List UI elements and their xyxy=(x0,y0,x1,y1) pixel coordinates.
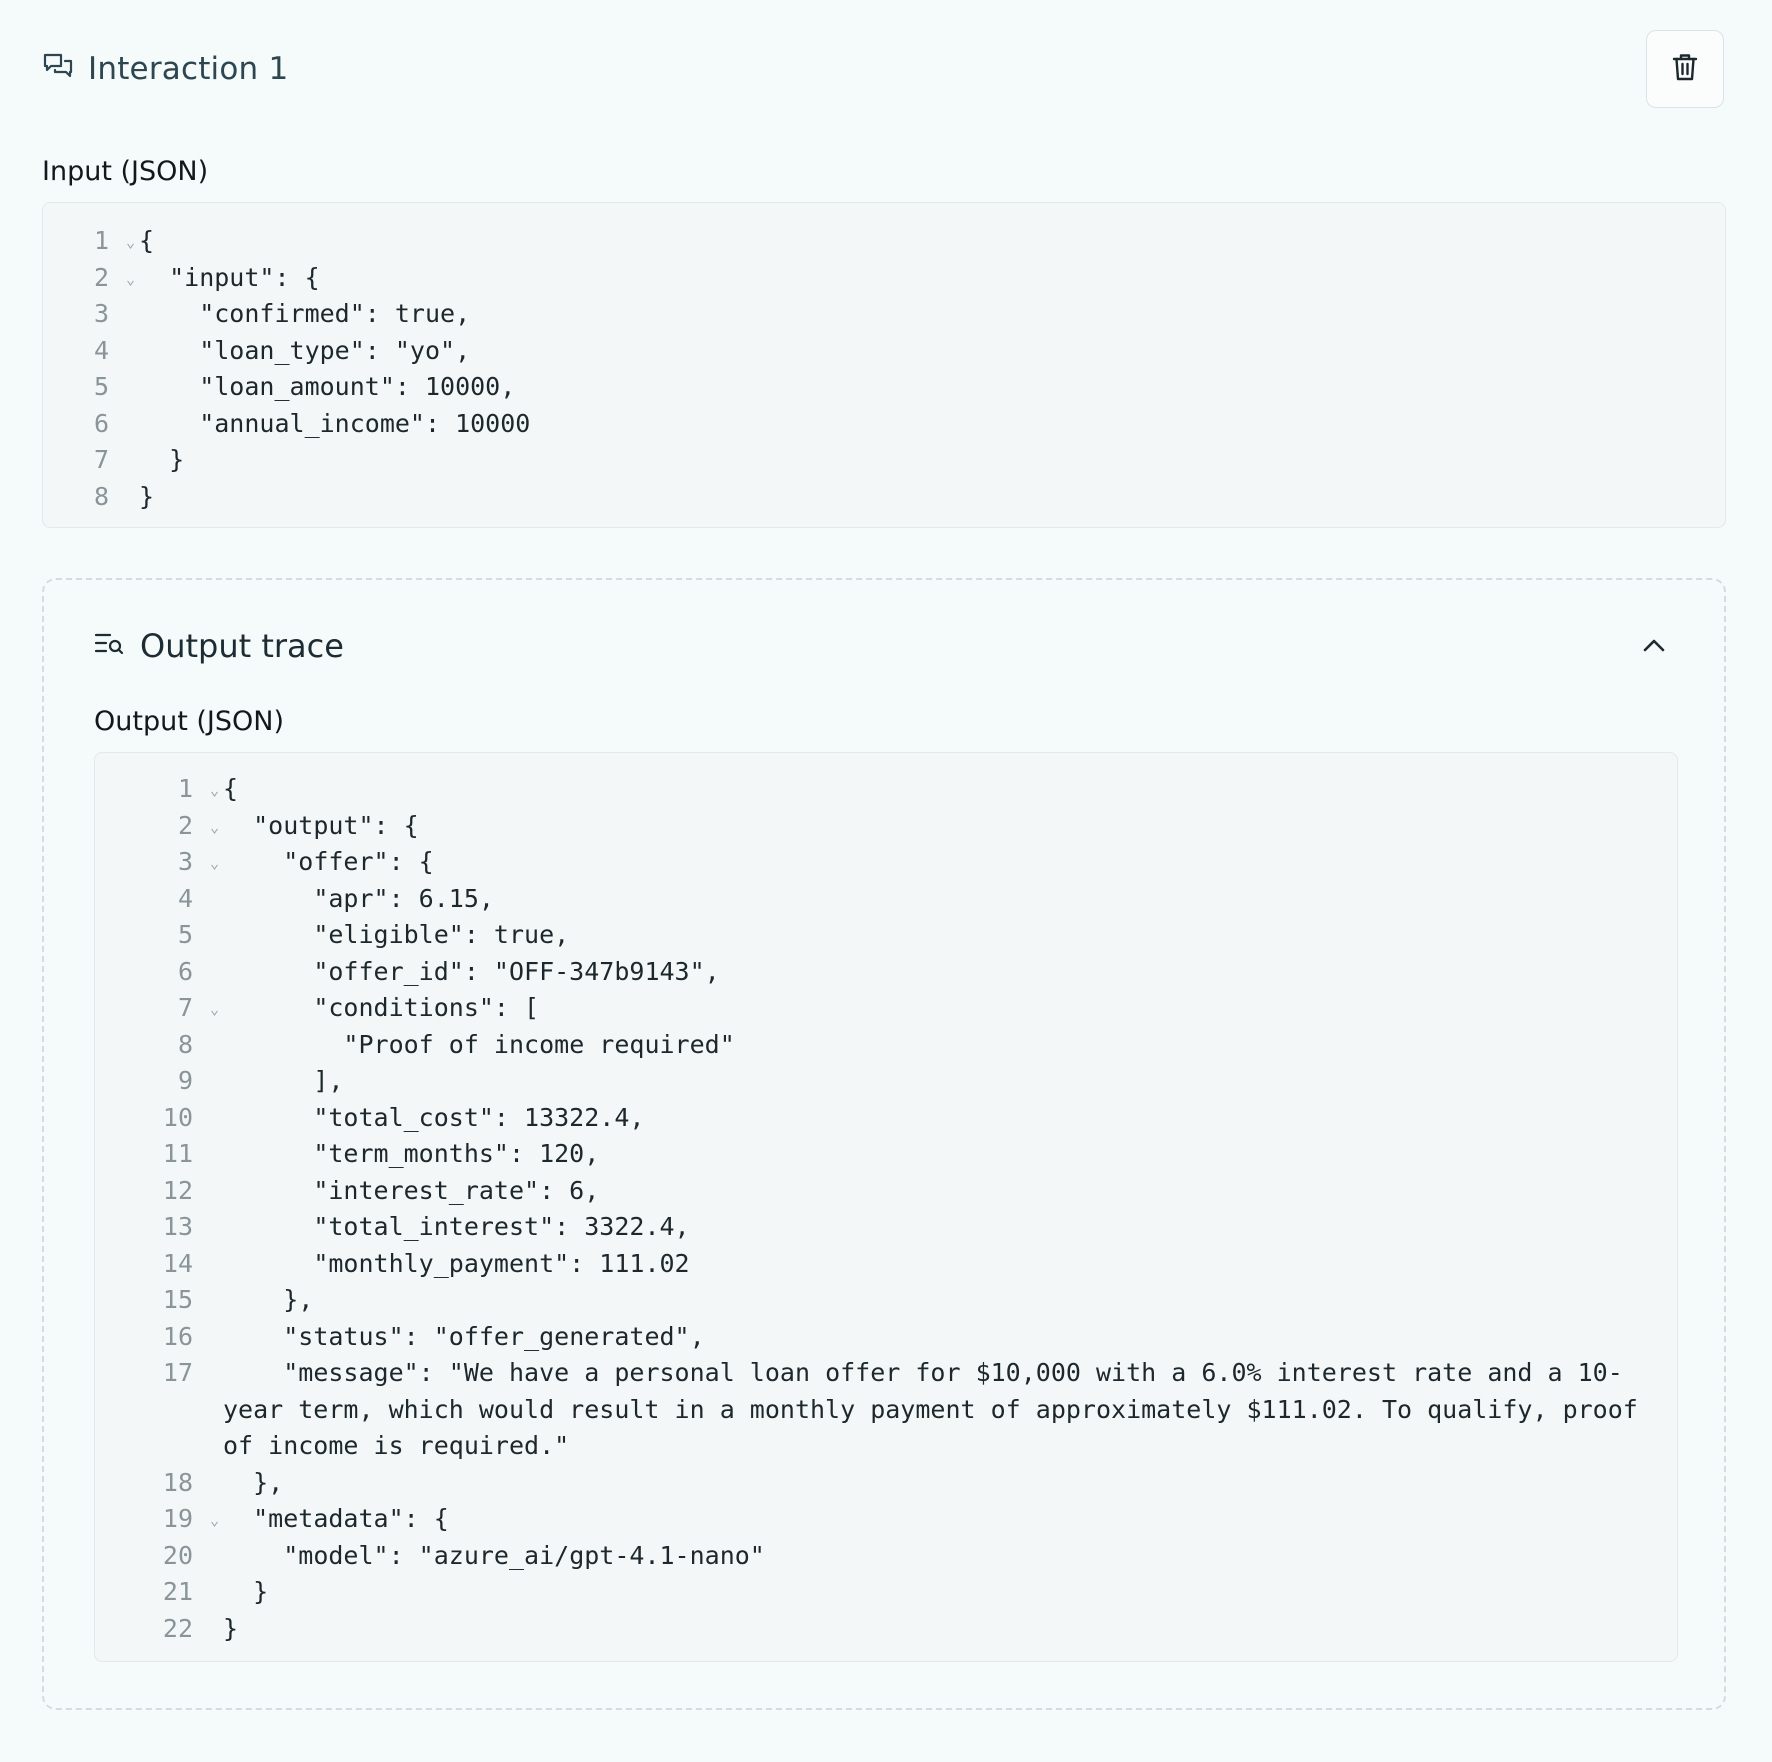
collapse-trace-button[interactable] xyxy=(1634,626,1674,666)
delete-button[interactable] xyxy=(1646,30,1724,108)
interaction-title: Interaction 1 xyxy=(88,51,289,87)
code-text: "eligible": true, xyxy=(223,920,570,949)
line-number: 14 xyxy=(162,1248,193,1278)
code-line xyxy=(103,1209,1659,1246)
line-number: 1 ⌄ xyxy=(103,771,223,808)
code-text: "Proof of income required" xyxy=(223,1029,735,1059)
code-text: } xyxy=(139,481,155,511)
code-line xyxy=(103,990,1659,1027)
line-number: 17 xyxy=(162,1358,193,1387)
line-number: 19 ⌄ xyxy=(103,1501,223,1538)
line-number: 9 xyxy=(177,1066,193,1095)
line-number: 1 ⌄ xyxy=(59,223,139,260)
interaction-title-group xyxy=(42,51,288,87)
code-text: "interest_rate": 6, xyxy=(223,1175,600,1205)
code-line xyxy=(103,1173,1659,1210)
line-number: 3 xyxy=(93,299,109,328)
line-number: 4 xyxy=(177,883,193,913)
code-line xyxy=(103,1574,1659,1611)
code-text: }, xyxy=(223,1467,284,1497)
line-number: 3 ⌄ xyxy=(103,844,223,881)
code-text: "total_cost": 13322.4, xyxy=(223,1102,645,1132)
code-text: "confirmed": true, xyxy=(139,299,471,328)
code-text: } xyxy=(223,1577,269,1606)
code-line xyxy=(59,260,1709,297)
output-trace-header xyxy=(94,622,1674,670)
output-json-label: Output (JSON) xyxy=(94,706,284,737)
code-text: }, xyxy=(223,1285,314,1314)
code-text: "monthly_payment": 111.02 xyxy=(223,1248,690,1278)
code-line xyxy=(103,771,1659,808)
output-trace-panel xyxy=(42,578,1726,1710)
interaction-header xyxy=(42,32,1724,106)
fold-toggle-icon[interactable]: ⌄ xyxy=(209,1511,219,1529)
code-text: "conditions": [ xyxy=(223,993,540,1022)
code-text: "loan_type": "yo", xyxy=(139,335,471,365)
code-text: "term_months": 120, xyxy=(223,1139,600,1168)
line-number: 4 xyxy=(93,335,109,365)
chat-bubbles-icon xyxy=(42,51,74,87)
line-number: 5 xyxy=(93,372,109,401)
code-line xyxy=(103,1246,1659,1283)
list-search-icon xyxy=(94,631,124,661)
code-line xyxy=(103,1501,1659,1538)
code-text: { xyxy=(223,774,239,803)
code-line xyxy=(103,1136,1659,1173)
line-number: 7 ⌄ xyxy=(103,990,223,1027)
code-text: ], xyxy=(223,1066,344,1095)
code-text: "status": "offer_generated", xyxy=(223,1321,705,1351)
code-text: } xyxy=(223,1613,239,1643)
code-text: "annual_income": 10000 xyxy=(139,408,531,438)
code-line xyxy=(103,954,1659,991)
line-number: 8 xyxy=(93,481,109,511)
code-text: "apr": 6.15, xyxy=(223,883,494,913)
code-line xyxy=(59,479,1709,516)
code-text: { xyxy=(139,226,155,255)
code-line xyxy=(103,1355,1659,1465)
output-trace-title: Output trace xyxy=(140,627,344,665)
chevron-up-icon xyxy=(1643,637,1665,656)
output-json-editor[interactable] xyxy=(94,752,1678,1662)
code-line xyxy=(103,1465,1659,1502)
input-json-editor[interactable] xyxy=(42,202,1726,528)
code-line xyxy=(103,844,1659,881)
line-number: 6 xyxy=(93,408,109,438)
line-number: 21 xyxy=(162,1577,193,1606)
fold-toggle-icon[interactable]: ⌄ xyxy=(209,854,219,872)
fold-toggle-icon[interactable]: ⌄ xyxy=(209,1000,219,1018)
code-line xyxy=(103,1063,1659,1100)
code-line xyxy=(59,223,1709,260)
code-text: "output": { xyxy=(223,810,419,840)
code-line xyxy=(59,406,1709,443)
code-text: "offer_id": "OFF-347b9143", xyxy=(223,956,720,986)
code-text: "metadata": { xyxy=(223,1504,449,1533)
code-line xyxy=(103,1538,1659,1575)
trash-icon xyxy=(1671,52,1699,86)
code-line xyxy=(103,881,1659,918)
line-number: 16 xyxy=(162,1321,193,1351)
code-text: "input": { xyxy=(139,262,320,292)
line-number: 10 xyxy=(162,1102,193,1132)
code-text: "total_interest": 3322.4, xyxy=(223,1212,690,1241)
fold-toggle-icon[interactable]: ⌄ xyxy=(125,269,135,288)
code-line xyxy=(103,1027,1659,1064)
code-text: "model": "azure_ai/gpt-4.1-nano" xyxy=(223,1540,765,1570)
line-number: 20 xyxy=(162,1540,193,1570)
input-json-label: Input (JSON) xyxy=(42,156,209,187)
line-number: 22 xyxy=(162,1613,193,1643)
code-text: } xyxy=(139,445,185,474)
line-number: 12 xyxy=(162,1175,193,1205)
code-line xyxy=(59,296,1709,333)
line-number: 15 xyxy=(162,1285,193,1314)
code-line xyxy=(59,333,1709,370)
fold-toggle-icon[interactable]: ⌄ xyxy=(209,781,219,799)
code-line xyxy=(103,1100,1659,1137)
line-number: 5 xyxy=(177,920,193,949)
code-line xyxy=(103,1611,1659,1648)
line-number: 11 xyxy=(162,1139,193,1168)
code-text: "loan_amount": 10000, xyxy=(139,372,516,401)
code-line xyxy=(59,442,1709,479)
output-trace-title-group xyxy=(94,627,344,665)
code-line xyxy=(103,1319,1659,1356)
line-number: 7 xyxy=(93,445,109,474)
line-number: 13 xyxy=(162,1212,193,1241)
code-line xyxy=(103,917,1659,954)
fold-toggle-icon[interactable]: ⌄ xyxy=(209,817,219,836)
fold-toggle-icon[interactable]: ⌄ xyxy=(125,233,135,251)
code-line xyxy=(103,1282,1659,1319)
line-number: 18 xyxy=(162,1467,193,1497)
line-number: 8 xyxy=(177,1029,193,1059)
line-number: 6 xyxy=(177,956,193,986)
code-line xyxy=(103,808,1659,845)
line-number: 2 ⌄ xyxy=(59,260,139,297)
code-line xyxy=(59,369,1709,406)
line-number: 2 ⌄ xyxy=(103,808,223,845)
code-text: "offer": { xyxy=(223,847,434,876)
code-text: "message": "We have a personal loan offer for $10,000 with a 6.0% interest rate and a 10-year term, which would result in a monthly payment of approximately $111.02. To qualify, proof of income is required." xyxy=(223,1358,1653,1460)
